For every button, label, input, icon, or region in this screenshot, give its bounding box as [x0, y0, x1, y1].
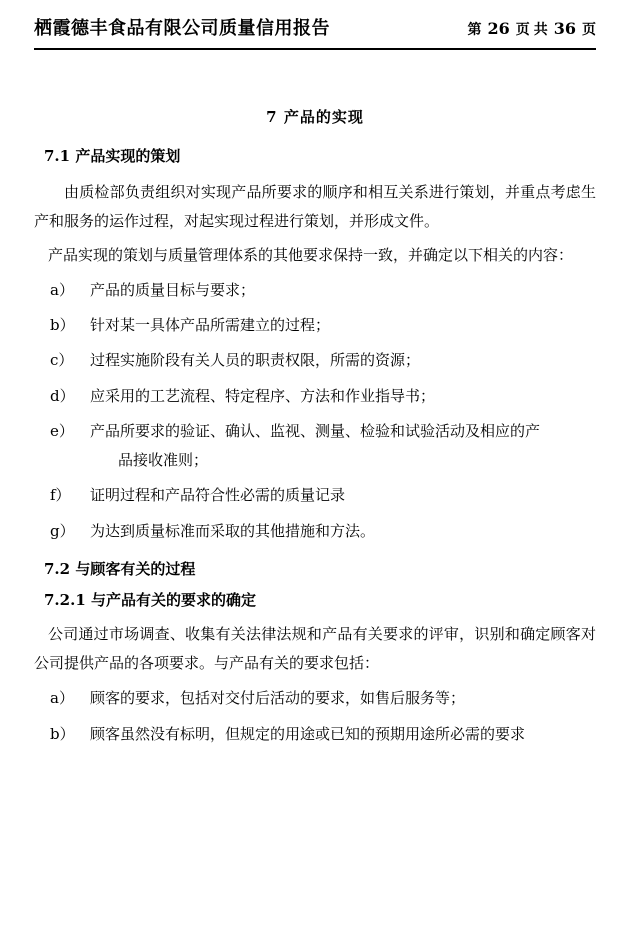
list-item-line2: 品接收准则； — [118, 451, 209, 469]
paragraph-7-2-1: 公司通过市场调查、收集有关法律法规和产品有关要求的评审，识别和确定顾客对公司提供产品的各项要求。与产品有关的要求包括： — [34, 624, 596, 672]
list-7-2 — [34, 684, 596, 749]
page-prefix-label: 第 — [467, 22, 482, 38]
list-item — [34, 517, 596, 546]
paragraph-7-1-1: 由质检部负责组织对实现产品所要求的顺序和相互关系进行策划，并重点考虑生产和服务的运作过程，对起实现过程进行策划，并形成文件。 — [34, 183, 596, 231]
list-item — [34, 276, 596, 305]
list-marker: c） — [50, 351, 74, 370]
section-heading-7: 7 产品的实现 — [266, 108, 364, 126]
subsection-heading-7-1: 7.1 产品实现的策划 — [44, 147, 181, 165]
paragraph-7-1-2: 产品实现的策划与质量管理体系的其他要求保持一致，并确定以下相关的内容： — [48, 245, 574, 264]
list-item-line1: 产品所要求的验证、确认、监视、测量、检验和试验活动及相应的产 — [90, 421, 541, 440]
list-item — [34, 481, 596, 510]
list-marker: b） — [50, 316, 75, 334]
page-mid-unit-label: 页 — [515, 22, 530, 38]
list-7-1 — [34, 276, 596, 546]
page-header — [34, 0, 596, 50]
list-item — [34, 382, 596, 411]
list-item-label: 顾客虽然没有标明，但规定的用途或已知的预期用途所必需的要求 — [90, 724, 526, 743]
list-item-label — [90, 417, 596, 476]
list-marker: g） — [50, 521, 75, 540]
list-marker: f） — [50, 486, 71, 505]
list-item-label: 顾客的要求，包括对交付后活动的要求，如售后服务等； — [90, 689, 466, 708]
total-page-number: 36 — [553, 19, 576, 38]
document-body — [34, 50, 596, 749]
total-prefix-label: 共 — [533, 22, 548, 38]
list-item-label: 针对某一具体产品所需建立的过程； — [90, 316, 331, 334]
page-unit-label: 页 — [582, 22, 596, 38]
list-marker: b） — [50, 724, 75, 743]
page-number-indicator — [467, 19, 596, 39]
list-marker: a） — [50, 689, 74, 708]
list-item-label: 应采用的工艺流程、特定程序、方法和作业指导书； — [90, 386, 436, 405]
list-marker: a） — [50, 280, 74, 299]
list-item — [34, 720, 596, 749]
list-item — [34, 346, 596, 375]
list-item-label: 证明过程和产品符合性必需的质量记录 — [90, 486, 346, 505]
list-item-label: 过程实施阶段有关人员的职责权限，所需的资源； — [90, 351, 421, 370]
subsection-heading-7-2: 7.2 与顾客有关的过程 — [44, 559, 196, 578]
subsection-heading-7-2-1: 7.2.1 与产品有关的要求的确定 — [44, 590, 256, 609]
list-item-label: 产品的质量目标与要求； — [90, 280, 256, 299]
list-item — [34, 311, 596, 340]
list-marker: d） — [50, 386, 75, 405]
list-marker: e） — [50, 421, 74, 440]
list-item — [34, 417, 596, 476]
current-page-number: 26 — [487, 19, 510, 38]
list-item — [34, 684, 596, 713]
report-title: 栖霞德丰食品有限公司质量信用报告 — [34, 18, 330, 39]
list-item-label: 为达到质量标准而采取的其他措施和方法。 — [90, 521, 376, 540]
